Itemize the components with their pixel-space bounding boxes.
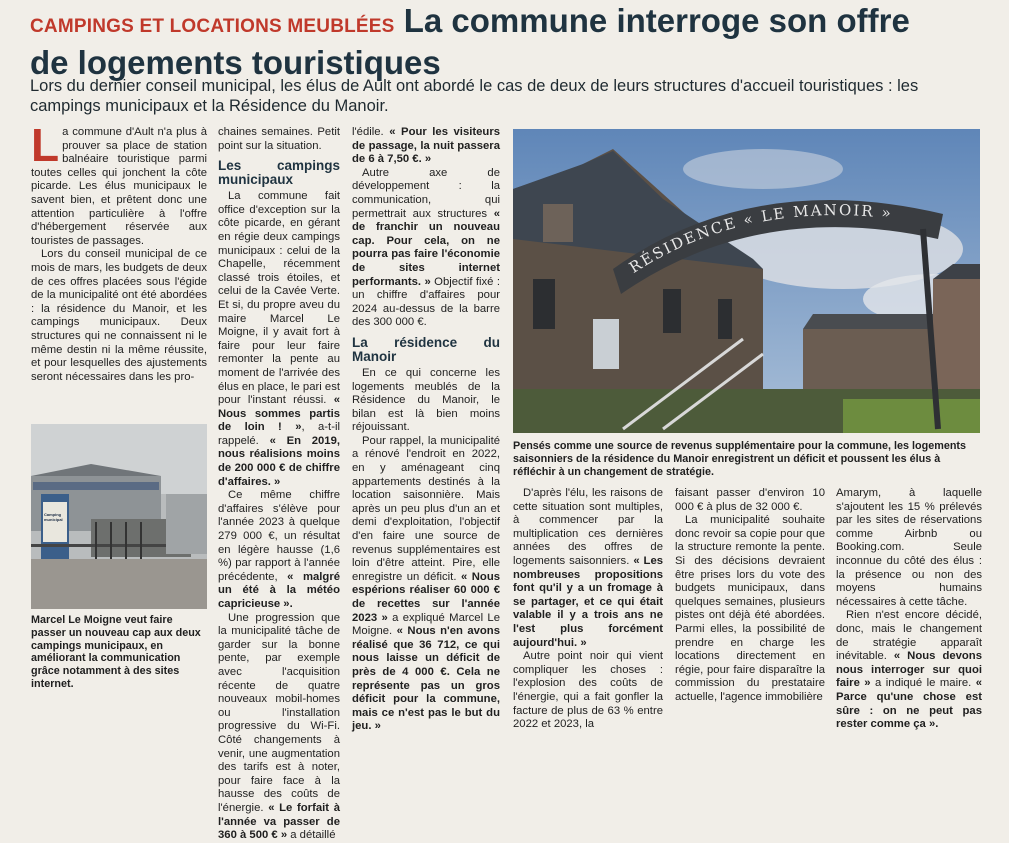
dropcap: L	[31, 119, 60, 171]
quote-rester-comme-ca: « Parce qu'une chose est sûre : on ne peut pas rester comme ça ».	[836, 677, 983, 731]
headline-text-1: La commune interroge son offre	[403, 2, 910, 39]
col2-paragraph-0: chaines semaines. Petit point sur la situation.	[218, 126, 340, 152]
manoir-sign-text: RÉSIDENCE « LE MANOIR »	[625, 200, 894, 277]
col2-p1b-text: , a-t-il rappelé.	[218, 421, 340, 447]
column-4	[513, 487, 663, 732]
col1-paragraph-2: Lors du conseil municipal de ce mois de mars, les budgets de deux de ces offres placées sous l'égide de la municipalité ont été abordées : la résidence du Manoir, et les campings municipaux. Deux structures qui ne connaissent ni le même destin ni la même réussite, et pour lesquelles des ajustements seront nécessaires dans les pro-	[31, 248, 207, 383]
quote-nouveau-cap: « de franchir un nouveau cap. Pour cela, on ne pourra pas faire l'économie de sites internet performants. »	[352, 207, 501, 288]
quote-60000: « Nous espérions réaliser 60 000 € de recettes sur l'année 2023 »	[352, 570, 501, 624]
col4-paragraph-2: Autre point noir qui vient compliquer les choses : l'explosion des coûts de l'énergie, qui a fait gonfler la facture de plus de 63 % entre 2022 et 2023, la	[513, 650, 663, 731]
quote-visiteurs: « Pour les visiteurs de passage, la nuit passera de 6 à 7,50 €. »	[352, 126, 500, 166]
col2-p1-text: La commune fait office d'exception sur la côte picarde, en gérant en régie deux campings municipaux : celui de la Chapelle, récemment classé trois étoiles, et celui de la Cavée Verte. Et si, du propre aveu du maire Marcel Le Moigne, il y avait fort à faire pour leur faire remonter la pente au moment de l'arrivée des élus en place, le pari est pour l'instant réussi.	[218, 190, 340, 407]
col6-paragraph-1	[836, 609, 982, 731]
photo-manoir	[513, 129, 980, 433]
col5-paragraph-0: faisant passer d'environ 10 000 € à plus de 32 000 €.	[675, 487, 825, 513]
kicker: CAMPINGS ET LOCATIONS MEUBLÉES	[30, 16, 395, 37]
col3-paragraph-1	[352, 167, 500, 330]
col2-p3b-text: a détaillé	[290, 829, 336, 842]
subhead-campings: Les campings municipaux	[218, 158, 340, 188]
col3-p1b-text: Objectif fixé : un chiffre d'affaires pour 2024 au-dessus de la barre des 300 000 €.	[352, 275, 501, 329]
col1-paragraph-1	[31, 119, 207, 248]
col4-paragraph-1	[513, 487, 663, 650]
col5-paragraph-1: La municipalité souhaite donc revoir sa copie pour que la structure remonte la pente. Si des décisions devraient être prises lors du vote des budgets municipaux, dans quelques semaines, plusieurs pistes ont déjà été abordées. Parmi elles, la possibilité de prendre en charge les locations directement en régie, pour faire disparaître la commission du prestataire actuelle, l'agence immobilière	[675, 514, 825, 703]
caption-camping: Marcel Le Moigne veut faire passer un nouveau cap aux deux campings municipaux, en améliorant la communication grâce notamment à des sites internet.	[31, 614, 201, 690]
col3-p0-text: l'édile.	[352, 126, 384, 138]
quote-meteo: « malgré un été à la météo capricieuse ».	[218, 570, 340, 610]
col2-paragraph-1	[218, 190, 340, 489]
quote-interroger: « Nous devons nous interroger sur quoi faire »	[836, 650, 982, 690]
col6-p1-text: Rien n'est encore décidé, donc, mais le changement de stratégie apparaît inévitable.	[836, 609, 982, 663]
manoir-photo-illustration	[513, 129, 980, 433]
col6-paragraph-0: Amarym, à laquelle s'ajoutent les 15 % prélevés par les sites de réservations comme Airbnb ou Booking.com. Seule inconnue du côté des élus : la présence ou non des moyens humains nécessaires à cette tâche.	[836, 487, 982, 608]
column-3	[352, 126, 500, 734]
col2-paragraph-2	[218, 489, 340, 611]
quote-deficit: « Nous n'en avons réalisé que 36 712, ce qui nous laisse un déficit de près de 4 000 €. Cela ne représente pas un gros déficit pour la commune, mais ce n'est pas le but du jeu. »	[352, 625, 500, 733]
col3-p1-text: Autre axe de développement : la communication, qui permettrait aux structures	[352, 166, 500, 220]
quote-partis-de-loin: « Nous sommes partis de loin ! »	[218, 394, 340, 434]
col3-paragraph-3	[352, 435, 500, 734]
quote-fromage: « Les nombreuses propositions font qu'il y a un fromage à se partager, et ce qui était valable il y a trois ans ne l'est plus forcément aujourd'hui. »	[513, 554, 664, 649]
caption-manoir: Pensés comme une source de revenus supplémentaire pour la commune, les logements saisonniers de la résidence du Manoir enregistrent un déficit et poussent les élus à réfléchir à un changement de stratégie.	[513, 440, 967, 478]
lead-paragraph: Lors du dernier conseil municipal, les élus de Ault ont abordé le cas de deux de leurs structures d'accueil touristiques : les campings municipaux et la Résidence du Manoir.	[30, 77, 919, 115]
column-6	[836, 487, 982, 732]
col3-paragraph-0	[352, 126, 500, 167]
col2-paragraph-3	[218, 612, 340, 843]
col3-paragraph-2: En ce qui concerne les logements meublés de la Résidence du Manoir, le bilan est là bien moins réjouissant.	[352, 366, 500, 434]
col6-p1b-text: a indiqué le maire.	[875, 677, 972, 690]
col1-p1-text: a commune d'Ault n'a plus à prouver sa place de station balnéaire touristique parmi toutes celles qui jonchent la côte picarde. Les élus municipaux le savent bien, et prêtent donc une attention particulière à l'offre d'hébergement réservée aux touristes de passages.	[31, 126, 207, 247]
column-5	[675, 487, 825, 705]
headline-block	[30, 3, 990, 81]
col3-p3b-text: a expliqué Marcel Le Moigne.	[352, 611, 500, 638]
column-2	[218, 126, 340, 843]
column-1	[31, 119, 207, 384]
headline-line-2: de logements touristiques	[30, 44, 441, 81]
col2-p2-text: Ce même chiffre d'affaires s'élève pour l'année 2023 à quelque 279 000 €, un résultat en légère hausse (1,6 %) par rapport à l'année précédente,	[218, 489, 340, 583]
quote-forfait: « Le forfait à l'année va passer de 360 à 500 € »	[218, 801, 340, 842]
headline-line-1	[30, 3, 990, 45]
col3-p3-text: Pour rappel, la municipalité a rénové l'endroit en 2022, en y aménageant cinq appartements destinés à la location saisonnière. Mais après un peu plus d'un an et demi d'exploitation, l'objectif d'en faire une source de revenus supplémentaires est loin d'être atteint. Pire, elle enregistre un déficit.	[352, 434, 500, 583]
col4-p1-text: D'après l'élu, les raisons de cette situation sont multiples, à commencer par la multiplication ces dernières années des offres de logements saisonniers.	[513, 487, 663, 567]
col2-p3-text: Une progression que la municipalité tâche de garder sur la bonne pente, par exemple avec l'acquisition récente de quatre nouveaux mobil-homes ou l'installation progressive du Wi-Fi. Côté changements à venir, une augmentation des tarifs est à noter, pour faire face à la hausse des coûts de l'énergie.	[218, 611, 340, 814]
quote-2019: « En 2019, nous réalisions moins de 200 000 € de chiffre d'affaires. »	[218, 434, 341, 488]
subhead-residence: La résidence du Manoir	[352, 334, 500, 364]
photo-camping	[31, 424, 207, 609]
camping-sign: Camping municipal	[44, 512, 63, 522]
